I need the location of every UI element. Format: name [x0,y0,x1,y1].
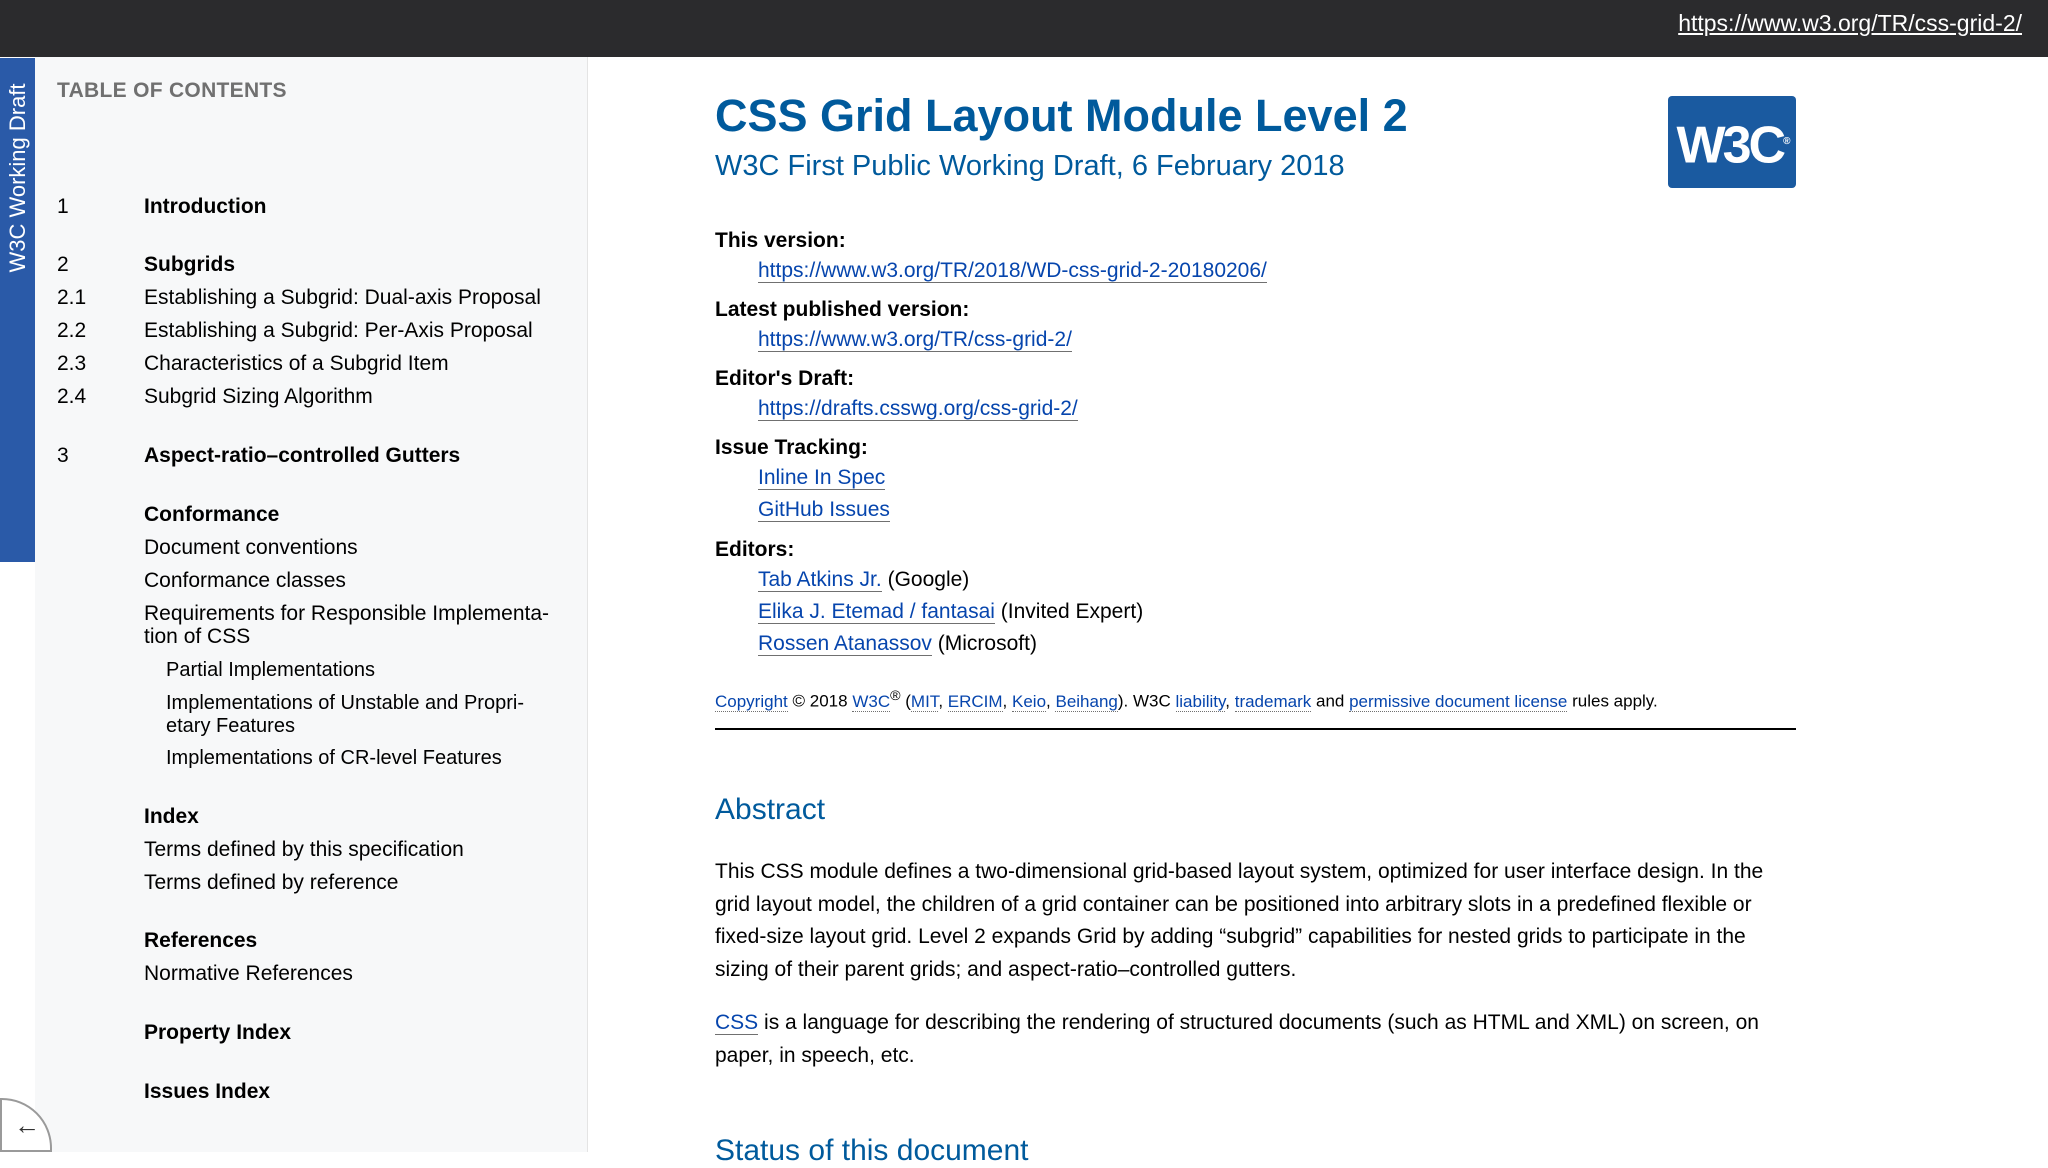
top-bar [0,0,2048,57]
toc-item-label[interactable]: Index [144,805,199,828]
editors-label: Editors: [715,538,795,561]
abstract-paragraph: This CSS module defines a two-dimensional grid-based layout system, optimized for user interface design. In the grid layout model, the children of a grid container can be positioned into arbitrary slots in a predefined flexible or fixed-size layout grid. Level 2 expands Grid by adding “subgrid” capabilities for nested grids to participate in the sizing of their parent grids; and aspect-ratio–controlled gutters. [715,860,1764,981]
this-version-label: This version: [715,229,846,252]
url-link[interactable]: https://www.w3.org/TR/css-grid-2/ [1678,10,2022,36]
working-draft-badge[interactable] [0,58,35,562]
beihang-link[interactable]: Beihang [1055,691,1118,711]
page-title: CSS Grid Layout Module Level 2 [715,90,1408,141]
liability-link[interactable]: liability [1175,691,1226,711]
toc-item-label[interactable]: Document conventions [144,536,358,559]
editor-row [758,568,969,592]
toc-item-number: 2.2 [57,319,87,342]
this-version-link[interactable]: https://www.w3.org/TR/2018/WD-css-grid-2-20180206/ [758,259,1267,282]
css-description: is a language for describing the rendering of structured documents (such as HTML and XML) on screen, on paper, in speech, etc. [715,1011,1759,1067]
copyright-w3c: W3C [1132,691,1171,711]
editors-draft-link[interactable]: https://drafts.csswg.org/css-grid-2/ [758,397,1078,420]
toc-item-label[interactable]: Establishing a Subgrid: Per-Axis Proposal [144,319,533,342]
toc-item-label[interactable]: Conformance classes [144,569,346,592]
toc-item-label[interactable]: References [144,929,258,952]
editor-row [758,600,1143,624]
toc-item-number: 2.1 [57,286,87,309]
working-draft-label: W3C Working Draft [4,83,30,273]
copyright-and: and [1315,691,1345,711]
editors-draft-label: Editor's Draft: [715,367,855,390]
copyright-rules: rules apply. [1572,691,1658,711]
page-subtitle: W3C First Public Working Draft, 6 February 2018 [715,150,1345,182]
abstract-heading: Abstract [715,793,826,826]
editor-affiliation: (Google) [887,568,970,591]
w3c-link[interactable]: W3C [852,691,891,711]
toc-item-label[interactable]: Terms defined by reference [144,871,399,894]
status-heading: Status of this document [715,1134,1029,1167]
toc-item-label[interactable]: Requirements for Responsible Implementation of CSS [144,602,550,648]
ercim-link[interactable]: ERCIM [947,691,1003,711]
toc-item-label[interactable]: Normative References [144,962,353,985]
toc-item-label[interactable]: Implementations of Unstable and Proprietary Features [166,692,524,737]
trademark-link[interactable]: trademark [1234,691,1312,711]
w3c-logo[interactable]: W3C® [1668,96,1796,188]
inline-in-spec-link[interactable]: Inline In Spec [758,466,886,489]
table-of-contents [35,57,588,1152]
toc-item-label[interactable]: Characteristics of a Subgrid Item [144,352,449,375]
copyright-line: Copyright © 2018 W3C® (MIT, ERCIM, Keio, Beihang). W3C liability, trademark and permissive document license rules apply. [715,688,1658,711]
toc-item-label[interactable]: Subgrids [144,253,236,276]
copyright-year: © 2018 [792,691,848,711]
toc-item-label[interactable]: Issues Index [144,1080,271,1103]
toc-item-label[interactable]: Establishing a Subgrid: Dual-axis Proposal [144,286,541,309]
toc-item-number: 1 [57,195,69,218]
editor-link[interactable]: Tab Atkins Jr. [758,568,882,591]
abstract-paragraph-css [715,1007,1800,1072]
editor-link[interactable]: Rossen Atanassov [758,632,932,655]
issue-tracking-label: Issue Tracking: [715,436,868,459]
header-divider [715,728,1796,730]
toc-item-label[interactable]: Conformance [144,503,280,526]
toc-heading: TABLE OF CONTENTS [57,79,287,102]
license-link[interactable]: permissive document license [1349,691,1568,711]
copyright-link[interactable]: Copyright [715,691,788,711]
toc-item-label[interactable]: Introduction [144,195,267,218]
editor-affiliation: (Microsoft) [937,632,1037,655]
toc-item-label[interactable]: Property Index [144,1021,292,1044]
github-issues-link[interactable]: GitHub Issues [758,498,890,521]
toc-item-number: 3 [57,444,69,467]
mit-link[interactable]: MIT [910,691,939,711]
toc-item-number: 2.4 [57,385,87,408]
toc-item-label[interactable]: Aspect-ratio–controlled Gutters [144,444,461,467]
w3c-logo-text: W3C [1676,116,1784,175]
latest-version-label: Latest published version: [715,298,970,321]
css-link[interactable]: CSS [715,1011,759,1034]
keio-link[interactable]: Keio [1012,691,1047,711]
toc-item-number: 2.3 [57,352,87,375]
toc-item-number: 2 [57,253,69,276]
toc-item-label[interactable]: Subgrid Sizing Algorithm [144,385,373,408]
editor-row [758,632,1037,656]
editor-link[interactable]: Elika J. Etemad / fantasai [758,600,995,623]
toc-item-label[interactable]: Implementations of CR-level Features [166,747,502,769]
editor-affiliation: (Invited Expert) [1000,600,1144,623]
arrow-left-icon: ← [14,1110,40,1140]
toc-item-label[interactable]: Terms defined by this specification [144,838,464,861]
toc-item-label[interactable]: Partial Implementations [166,659,375,681]
latest-version-link[interactable]: https://www.w3.org/TR/css-grid-2/ [758,328,1072,351]
